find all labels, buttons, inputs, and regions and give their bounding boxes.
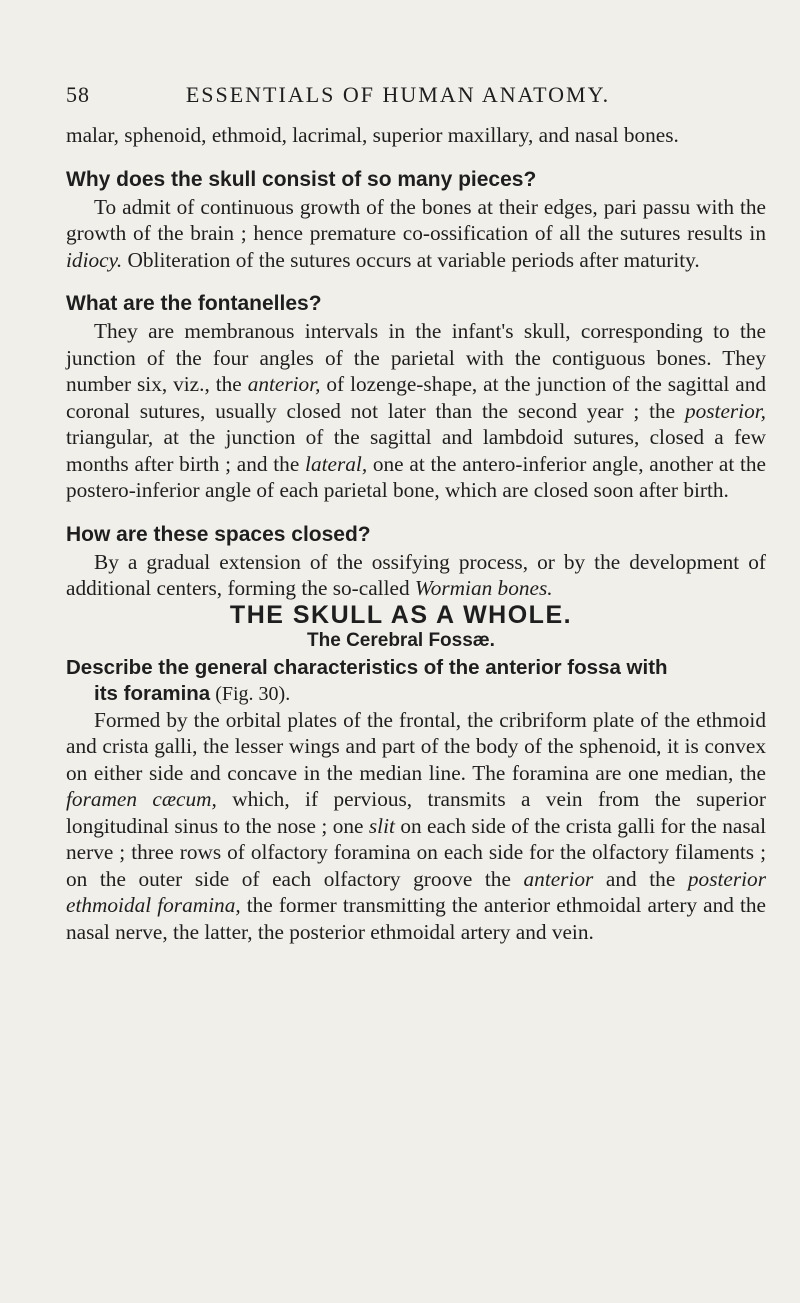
question-spaces-closed: How are these spaces closed? <box>66 522 371 546</box>
answer-skull-pieces: To admit of continuous growth of the bones at their edges, pari passu with the growth of the brain ; hence premature co-ossification of all the sutures results in idiocy. Obliteration of the sutures occurs at variable periods after maturity. <box>66 194 766 272</box>
page-body <box>66 122 766 945</box>
running-title: ESSENTIALS OF HUMAN ANATOMY. <box>185 82 611 107</box>
page-header <box>66 82 730 112</box>
figure-reference: (Fig. 30). <box>210 682 291 705</box>
answer-fontanelles: They are membranous intervals in the infant's skull, corresponding to the junction of the four angles of the parietal with the contiguous bones. They number six, viz., the anterior, of lozenge-shape, at the junction of the sagittal and coronal sutures, usually closed not later than the second year ; the posterior, triangular, at the junction of the sagittal and lambdoid sutures, closed a few months after birth ; and the lateral, one at the antero-inferior angle, another at the postero-inferior angle of each parietal bone, which are closed soon after birth. <box>66 319 766 502</box>
intro-paragraph: malar, sphenoid, ethmoid, lacrimal, superior maxillary, and nasal bones. <box>66 123 679 147</box>
answer-anterior-fossa: Formed by the orbital plates of the frontal, the cribriform plate of the ethmoid and crista galli, the lesser wings and part of the body of the sphenoid, it is convex on either side and concave in the median line. The foramina are one median, the foramen cæcum, which, if pervious, transmits a vein from the superior longitudinal sinus to the nose ; one slit on each side of the crista galli for the nasal nerve ; three rows of olfactory foramina on each side for the olfactory filaments ; on the outer side of each olfactory groove the anterior and the posterior ethmoidal foramina, the former transmitting the anterior ethmoidal artery and the nasal nerve, the latter, the posterior ethmoidal artery and vein. <box>66 707 766 944</box>
question-skull-pieces: Why does the skull consist of so many pieces? <box>66 167 537 191</box>
question-anterior-fossa: Describe the general characteristics of the anterior fossa with its foramina (Fig. 30). <box>66 655 668 705</box>
page-number: 58 <box>66 82 90 107</box>
question-fontanelles: What are the fontanelles? <box>66 292 322 315</box>
answer-spaces-closed: By a gradual extension of the ossifying process, or by the development of additional centers, forming the so-called Wormian bones. <box>66 549 766 600</box>
section-heading: THE SKULL AS A WHOLE. <box>229 600 573 629</box>
subsection-heading: The Cerebral Fossæ. <box>307 630 495 651</box>
